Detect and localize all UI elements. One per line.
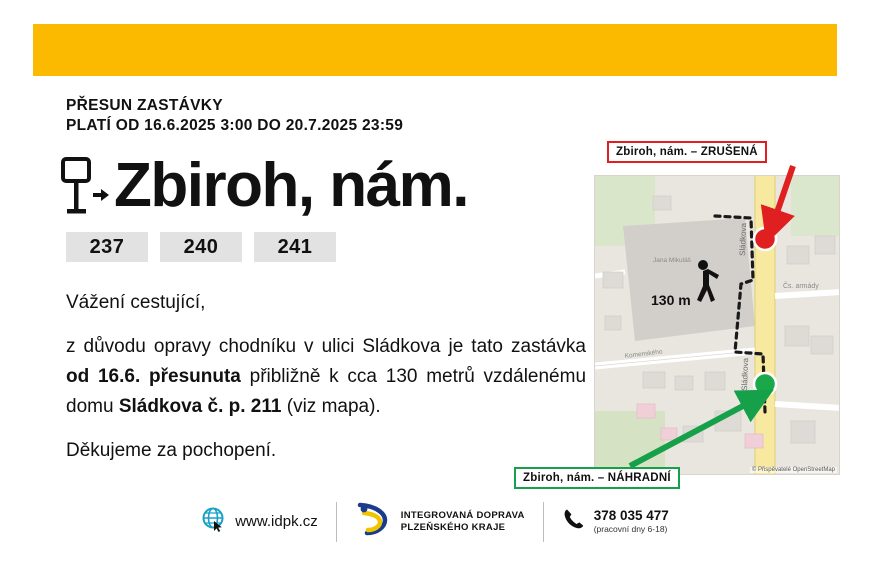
phone-icon xyxy=(562,507,586,536)
notice-block xyxy=(66,96,586,136)
svg-text:Jana Mikuláš: Jana Mikuláš xyxy=(653,257,691,264)
footer-brand-item xyxy=(337,500,543,543)
map-label-cancelled: Zbiroh, nám. – ZRUŠENÁ xyxy=(607,141,767,163)
body-text xyxy=(66,288,586,480)
phone-number: 378 035 477 xyxy=(593,508,669,523)
footer-phone-item[interactable] xyxy=(544,507,687,536)
bus-stop-move-icon xyxy=(60,155,112,217)
idpk-brand-line1: INTEGROVANÁ DOPRAVA xyxy=(400,509,525,521)
header-yellow-band xyxy=(33,24,837,76)
stop-name-row xyxy=(60,150,468,222)
notice-validity: PLATÍ OD 16.6.2025 3:00 DO 20.7.2025 23:59 xyxy=(66,117,404,134)
svg-text:Komenského: Komenského xyxy=(624,348,663,360)
idpk-brand-line2: PLZEŇSKÉHO KRAJE xyxy=(400,521,506,533)
map-distance-label: 130 m xyxy=(651,292,691,308)
svg-text:Čs. armády: Čs. armády xyxy=(783,283,819,290)
map-image xyxy=(594,175,840,475)
phone-hours: (pracovní dny 6-18) xyxy=(593,524,668,534)
phone-text-block xyxy=(594,508,669,535)
line-badge: 241 xyxy=(254,232,336,262)
paragraph-part-d: Sládkova č. p. 211 xyxy=(118,396,282,417)
line-badge: 240 xyxy=(160,232,242,262)
footer-web-item[interactable] xyxy=(183,506,336,537)
page-title: Zbiroh, nám. xyxy=(114,151,468,220)
footer xyxy=(0,500,870,543)
idpk-brand-text xyxy=(401,510,525,534)
notice-title: PŘESUN ZASTÁVKY xyxy=(66,97,223,114)
closing-paragraph: Děkujeme za pochopení. xyxy=(66,440,277,461)
footer-web-label: www.idpk.cz xyxy=(235,513,318,530)
map-graphic xyxy=(595,176,840,475)
replacement-stop-dot xyxy=(754,373,776,395)
map-label-replacement: Zbiroh, nám. – NÁHRADNÍ xyxy=(514,467,680,489)
svg-text:Sládkova: Sládkova xyxy=(740,357,751,392)
greeting-paragraph: Vážení cestující, xyxy=(66,292,206,313)
paragraph-part-a: z důvodu opravy chodníku v ulici Sládkova je tato zastávka xyxy=(66,336,586,357)
line-badge: 237 xyxy=(66,232,148,262)
idpk-logo-icon xyxy=(355,500,393,543)
cancelled-stop-dot xyxy=(754,228,776,250)
paragraph-part-e: (viz mapa). xyxy=(281,396,381,417)
map-attribution: © Přispěvatelé OpenStreetMap xyxy=(751,467,835,473)
main-paragraph xyxy=(66,332,586,422)
paragraph-part-c: přibližně k cca 130 metrů vzdálenému domu xyxy=(66,366,587,417)
paragraph-part-b: od 16.6. přesunuta xyxy=(66,366,241,387)
line-badges xyxy=(66,232,336,262)
globe-icon xyxy=(201,506,227,537)
svg-text:Sládkova: Sládkova xyxy=(738,222,749,257)
